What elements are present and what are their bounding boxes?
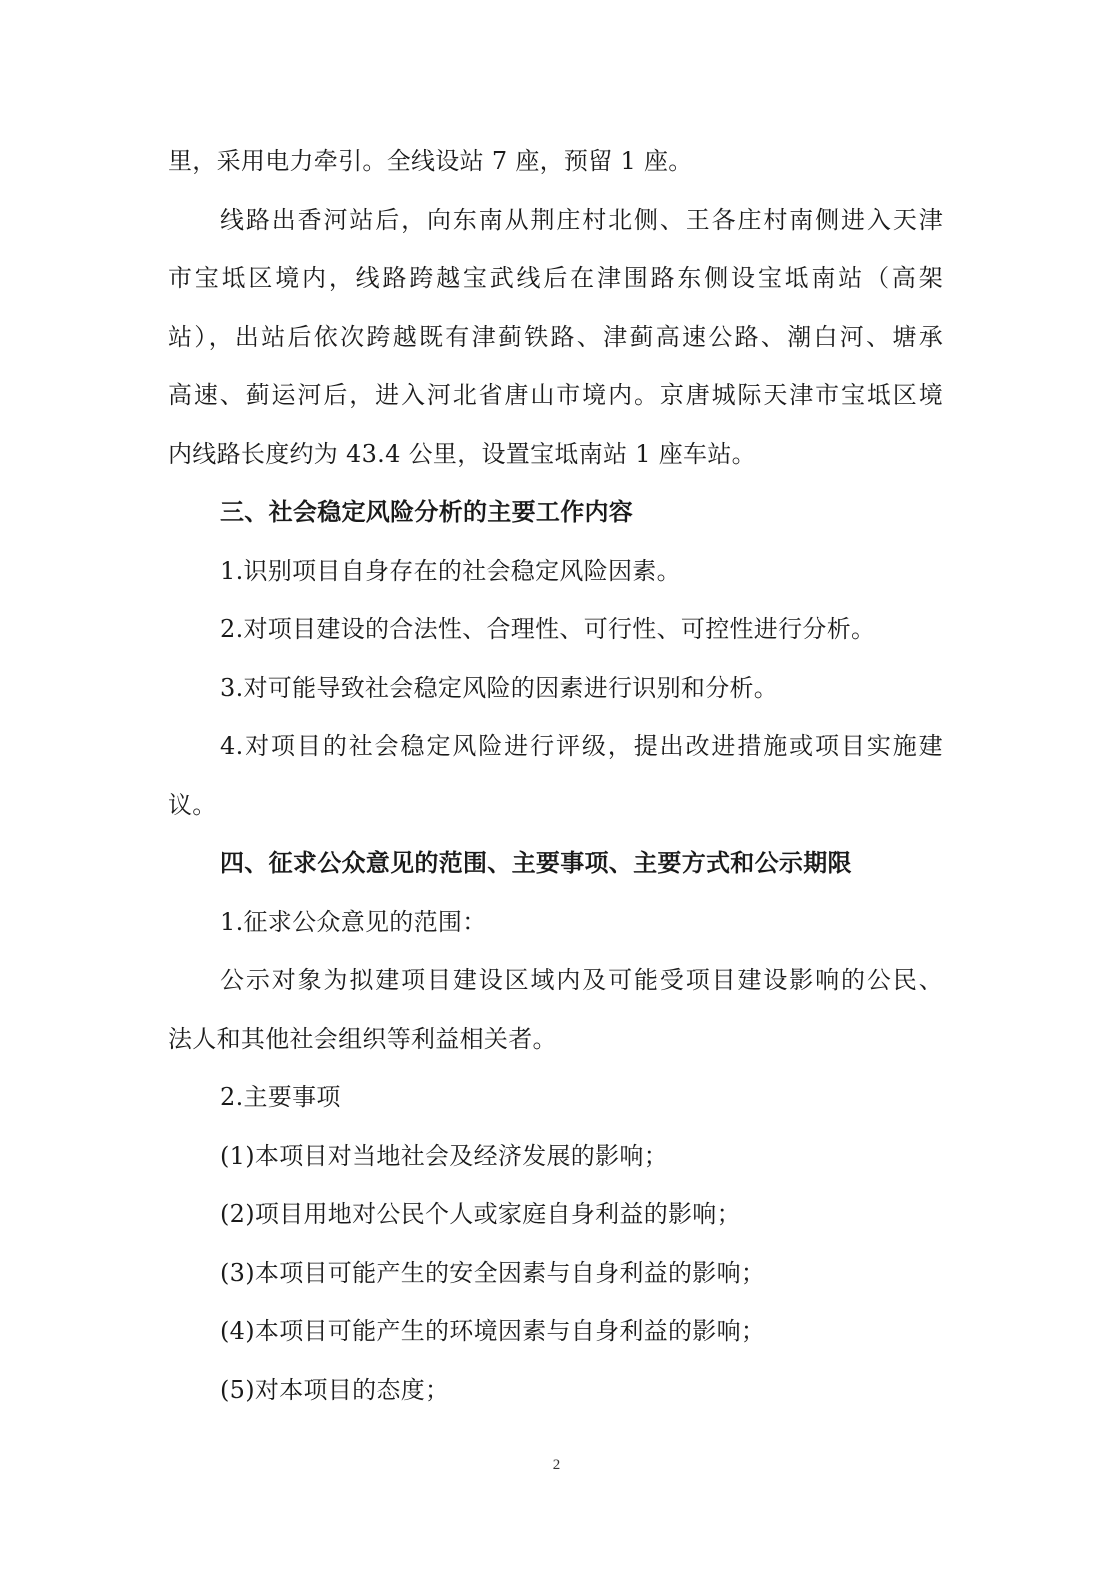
text-line: 里，采用电力牵引。全线设站 7 座，预留 1 座。 — [168, 147, 693, 175]
text-line: (5)对本项目的态度； — [220, 1375, 450, 1404]
text-line: (3)本项目可能产生的安全因素与自身利益的影响； — [220, 1258, 766, 1287]
text-line: 内线路长度约为 43.4 公里，设置宝坻南站 1 座车站。 — [168, 439, 756, 468]
text-line: 1.识别项目自身存在的社会稳定风险因素。 — [220, 556, 681, 585]
text-line: 2.对项目建设的合法性、合理性、可行性、可控性进行分析。 — [220, 615, 876, 643]
section-heading: 三、社会稳定风险分析的主要工作内容 — [220, 497, 634, 526]
text-line: 站），出站后依次跨越既有津蓟铁路、津蓟高速公路、潮白河、塘承 — [168, 322, 943, 351]
text-line: 线路出香河站后，向东南从荆庄村北侧、王各庄村南侧进入天津 — [220, 205, 943, 234]
section-heading: 四、征求公众意见的范围、主要事项、主要方式和公示期限 — [220, 848, 852, 877]
text-line: 议。 — [168, 790, 217, 819]
text-line: (1)本项目对当地社会及经济发展的影响； — [220, 1141, 668, 1170]
text-line: 高速、蓟运河后，进入河北省唐山市境内。京唐城际天津市宝坻区境 — [168, 381, 943, 409]
text-line: 1.征求公众意见的范围： — [220, 907, 487, 936]
text-line: 3.对可能导致社会稳定风险的因素进行识别和分析。 — [220, 673, 779, 702]
document-body — [168, 132, 943, 1419]
text-line: (2)项目用地对公民个人或家庭自身利益的影响； — [220, 1200, 741, 1228]
text-line: 4.对项目的社会稳定风险进行评级，提出改进措施或项目实施建 — [220, 732, 943, 760]
page-number: 2 — [552, 1457, 561, 1473]
text-line: 市宝坻区境内，线路跨越宝武线后在津围路东侧设宝坻南站（高架 — [168, 264, 943, 292]
text-line: (4)本项目可能产生的环境因素与自身利益的影响； — [220, 1317, 766, 1345]
text-line: 公示对象为拟建项目建设区域内及可能受项目建设影响的公民、 — [220, 966, 943, 994]
text-line: 法人和其他社会组织等利益相关者。 — [168, 1024, 557, 1053]
text-line: 2.主要事项 — [220, 1083, 341, 1111]
